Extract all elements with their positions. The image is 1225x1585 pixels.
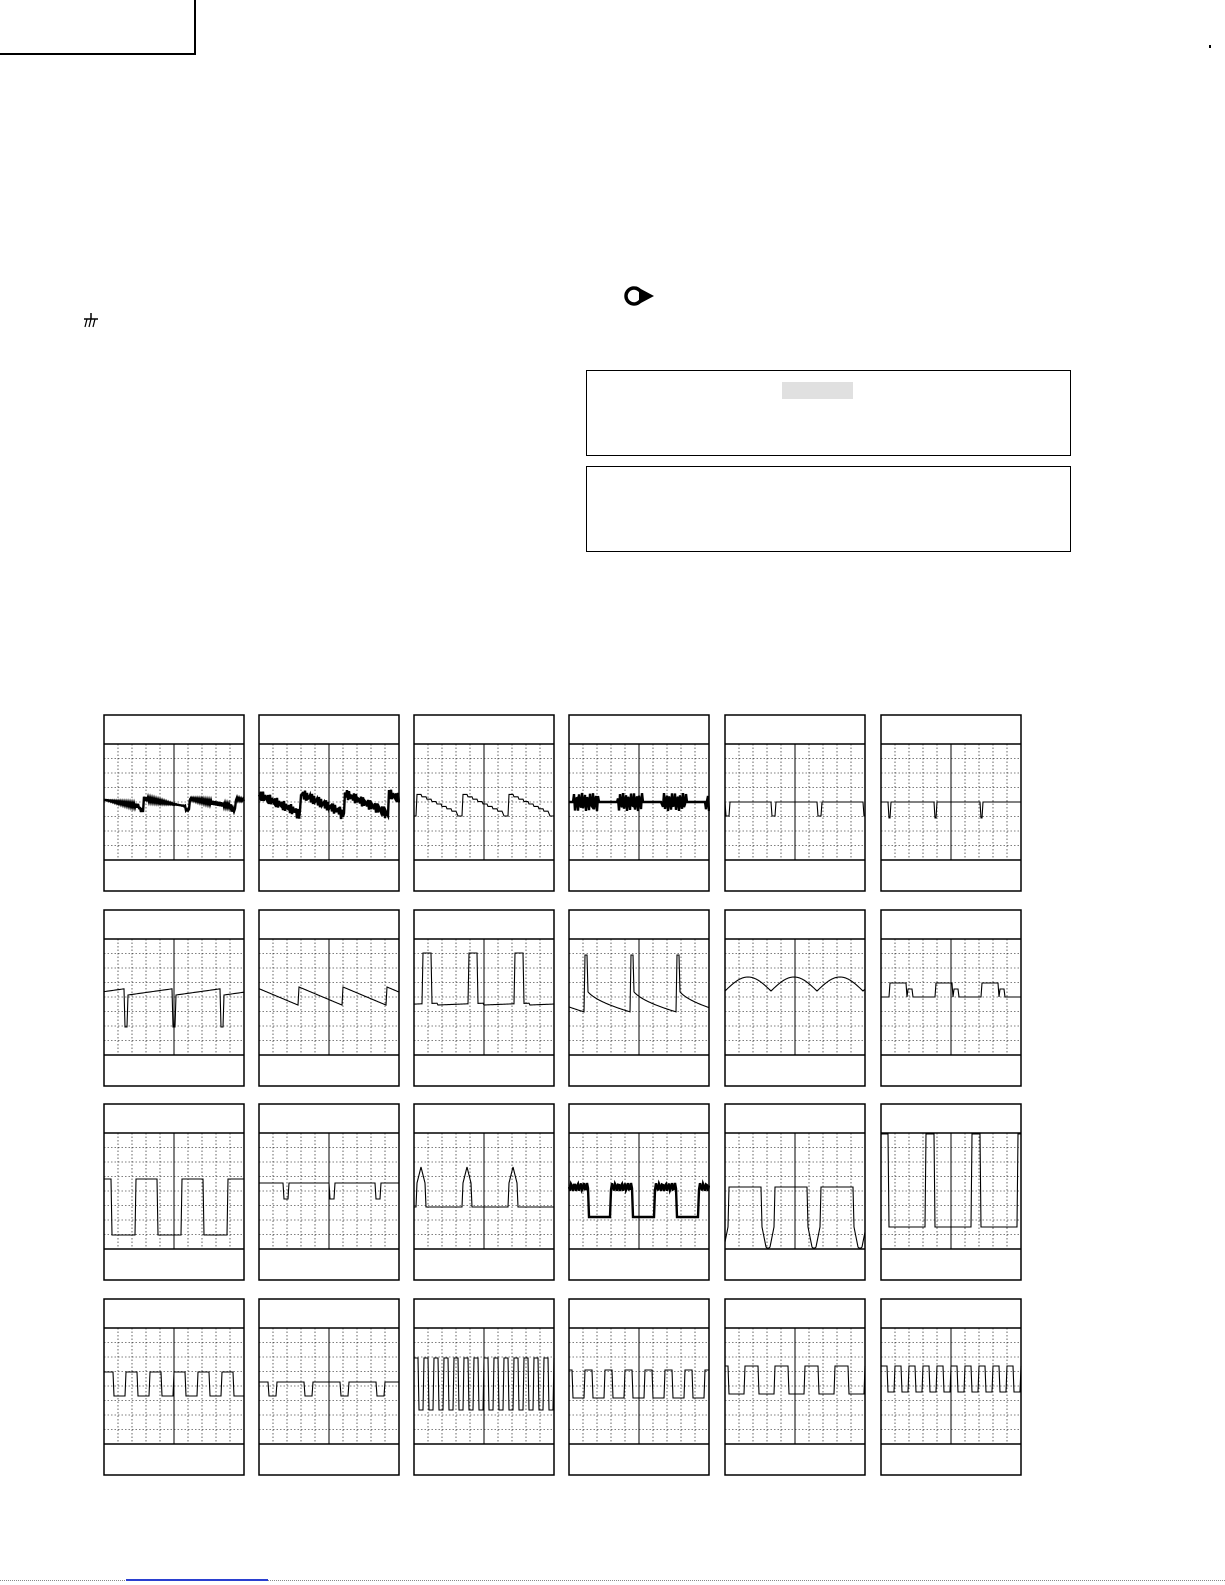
oscilloscope-screen: [413, 714, 555, 892]
note-box-1: [586, 370, 1071, 456]
oscilloscope-screen: [568, 909, 710, 1087]
waveform-panel: [258, 1103, 400, 1281]
oscilloscope-screen: [103, 1103, 245, 1281]
page-corner-box: [0, 0, 196, 55]
waveform-panel: [568, 909, 710, 1087]
note-highlight: [782, 382, 853, 399]
test-point-pointer-icon: [622, 285, 656, 307]
oscilloscope-screen: [880, 909, 1022, 1087]
waveform-panel: [568, 1298, 710, 1476]
oscilloscope-screen: [724, 714, 866, 892]
oscilloscope-screen: [103, 909, 245, 1087]
waveform-panel: [724, 1298, 866, 1476]
waveform-panel: [103, 1103, 245, 1281]
footer-link-underline: [126, 1579, 268, 1581]
oscilloscope-screen: [724, 1298, 866, 1476]
oscilloscope-screen: [568, 1103, 710, 1281]
oscilloscope-screen: [413, 1298, 555, 1476]
waveform-panel: [413, 1298, 555, 1476]
oscilloscope-screen: [258, 1298, 400, 1476]
waveform-panel: [258, 1298, 400, 1476]
waveform-panel: [568, 714, 710, 892]
waveform-panel: [724, 1103, 866, 1281]
oscilloscope-screen: [568, 1298, 710, 1476]
oscilloscope-screen: [413, 909, 555, 1087]
oscilloscope-screen: [103, 1298, 245, 1476]
margin-tick-mark: [1209, 45, 1211, 48]
waveform-panel: [103, 1298, 245, 1476]
waveform-panel: [880, 1103, 1022, 1281]
waveform-panel: [103, 909, 245, 1087]
waveform-panel: [413, 1103, 555, 1281]
oscilloscope-screen: [880, 714, 1022, 892]
oscilloscope-screen: [258, 909, 400, 1087]
oscilloscope-screen: [258, 1103, 400, 1281]
oscilloscope-screen: [103, 714, 245, 892]
oscilloscope-screen: [724, 1103, 866, 1281]
oscilloscope-screen: [413, 1103, 555, 1281]
oscilloscope-screen: [880, 1103, 1022, 1281]
oscilloscope-screen: [568, 714, 710, 892]
waveform-panel: [568, 1103, 710, 1281]
waveform-panel: [724, 714, 866, 892]
note-box-2: [586, 466, 1071, 552]
waveform-panel: [880, 909, 1022, 1087]
oscilloscope-screen: [258, 714, 400, 892]
ground-icon: [82, 313, 100, 333]
waveform-panel: [880, 714, 1022, 892]
waveform-panel: [258, 909, 400, 1087]
waveform-panel: [103, 714, 245, 892]
waveform-panel: [413, 909, 555, 1087]
waveform-panel: [413, 714, 555, 892]
waveform-panel: [258, 714, 400, 892]
oscilloscope-screen: [880, 1298, 1022, 1476]
waveform-panel: [880, 1298, 1022, 1476]
oscilloscope-screen: [724, 909, 866, 1087]
waveform-panel: [724, 909, 866, 1087]
